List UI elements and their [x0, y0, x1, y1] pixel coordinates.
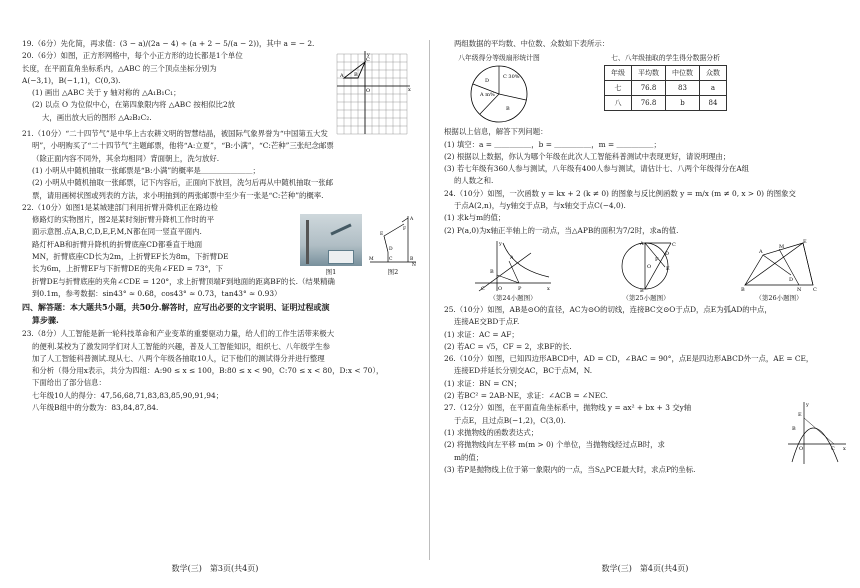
question-20: A B C O x y 20.（6分）如图，正方形网格中，每个小正方形的边长都是1个单位 长度，在平面直角坐标系内，△ABC 的三个顶点坐标分别为 A(−3,1)，B(−1,1)，C(0,3). (1) 画出 △ABC 关于 y 轴对称的 △A₁B₁C₁； (2) 以点 O 为位似中心，在第四象限内将 △ABC 按相似比2放 大，画出放大后的图形 △A₂B₂C₂.	[22, 50, 422, 124]
left-page-footer: 数学(三) 第3页(共4页)	[171, 564, 259, 573]
figure-q24	[473, 239, 553, 293]
figures-q22	[300, 214, 418, 278]
svg-text:D: D	[789, 276, 794, 283]
svg-text:B: B	[640, 287, 644, 293]
q23-subquestions: 根据以上信息，解答下列问题： (1) 填空：a = ＿＿＿＿＿，b = ＿＿＿＿＿，m = ＿＿＿＿＿； (2) 根据以上数据，你认为哪个年级在此次人工智能科普测试中表现更好，请说明理由； (3) 若七年级有360人参与测试，八年级有400人参与测试，请估计七、八两个年级得分在A组 的人数之和.	[444, 127, 750, 186]
svg-text:C: C	[481, 285, 485, 292]
svg-text:P: P	[518, 285, 522, 292]
figure-q27	[786, 400, 848, 466]
figure-2-caption: 图2	[387, 267, 399, 276]
question-22: 图1 A B C D E F M N 图2 22.（10分）如图1是某城建部门利用折臂升降机正在路边检 修路灯的实物图片，图2是某时刻折臂升降机工作时的平 面示意图.点A,B,C,D,E,F,M,N都在同一竖直平面内. 路灯杆AB和折臂升降机的折臂底座CD都垂直于地面 MN，折臂底座CD长为2m，上折臂EF长为8m，下折臂DE 长为6m，上折臂EF与下折臂DE的夹角∠FED = 73°，下 折臂DE与折臂底座的夹角∠CDE = 120°，求上折臂顶端F到地面的距离BF的长.（结果精确 到0.1m，参考数据：sin43° ≈ 0.68，cos43° ≈ 0.73，tan43° ≈ 0.93）	[22, 202, 422, 300]
figure-q26	[739, 239, 819, 293]
pie-label-c: C 30%	[503, 74, 520, 81]
svg-text:C: C	[389, 256, 393, 262]
svg-text:N: N	[412, 262, 416, 266]
svg-text:B: B	[741, 286, 745, 293]
stats-table-title: 七、八年级抽取的学生得分数据分析	[611, 54, 720, 63]
svg-text:A: A	[510, 254, 514, 261]
table-header: 年级	[605, 66, 632, 81]
pie-label-a: A m%	[480, 92, 495, 99]
svg-text:A: A	[640, 240, 644, 247]
svg-text:B: B	[354, 72, 358, 79]
photo-figure-1	[300, 214, 362, 266]
pie-chart	[444, 62, 554, 124]
question-23: 23.（8分）人工智能是新一轮科技革命和产业变革的重要驱动力量，给人们的工作生活带来极大 的便利.某校为了激发同学们对人工智能的兴趣，普及人工智能知识，组织七、八年级学生参 加了人工智能科普测试.现从七、八两个年级各抽取10人，记下他们的测试得分并进行整理 和分析（得分用x表示，共分为四组：A:90 ≤ x ≤ 100，B:80 ≤ x < 90，C:70 ≤ x < 80，D:x < 70）， 下面给出了部分信息： 七年级10人的得分：47,56,68,71,83,83,85,90,91,94； 八年级B组中的分数为：83,84,87,84.	[22, 329, 384, 413]
stats-table-block	[604, 52, 727, 124]
svg-text:E: E	[798, 412, 802, 419]
figure-25-caption: （第25小题图）	[622, 293, 670, 302]
stats-table	[604, 65, 727, 111]
figure-24-caption: （第24小题图）	[489, 293, 537, 302]
pie-label-b: B	[506, 106, 510, 113]
svg-text:O: O	[647, 263, 652, 270]
question-21: 21.（10分）“二十四节气”是中华上古农耕文明的智慧结晶，被国际气象界誉为“中国第五大发 明”，小明购买了“二十四节气”主题邮票，他将“A:立夏”，“B:小满”，“C:芒种”三张纪念邮票 （除正面内容不同外，其余均相同）背面朝上，洗匀放好. (1) 小明从中随机抽取一张邮票是“B:小满”的概率是＿＿＿＿＿＿＿； (2) 小明从中随机抽取一张邮票，记下内容后，正面向下放回，洗匀后再从中随机抽取一张邮 票，请用画树状图或列表的方法，求小明抽到的两张邮票中至少有一张是“C:芒种”的概率.	[22, 129, 334, 200]
svg-text:C: C	[672, 241, 676, 248]
svg-text:x: x	[843, 446, 846, 453]
figures-row-24-26	[444, 239, 848, 302]
figure-26-caption: （第26小题图）	[755, 293, 803, 302]
table-header: 众数	[700, 66, 727, 81]
svg-text:y: y	[499, 240, 502, 247]
q23-continued-intro: 两组数据的平均数、中位数、众数如下表所示：	[454, 39, 610, 48]
svg-text:C: C	[366, 57, 370, 64]
table-header: 中位数	[666, 66, 700, 81]
question-24: 24.（10分）如图，一次函数 y = kx + 2 (k ≠ 0) 的图象与反比例函数 y = m/x (m ≠ 0, x > 0) 的图象交 于点A(2,n)，与y轴交于点B，与x轴交于点C(−4,0). (1) 求k与m的值； (2) P(a,0)为x轴正半轴上的一动点，当△APB的面积为7/2时，求a的值.	[444, 188, 796, 235]
svg-text:F: F	[655, 256, 659, 263]
question-25: 25.（10分）如图，AB是⊙O的直径，AC为⊙O的切线，连接BC交⊙O于点D，点E为弧AD的中点， 连接AE交BD于点F. (1) 求证：AC = AF； (2) 若AC = √5，CF = 2，求BF的长.	[444, 304, 772, 351]
svg-text:B: B	[410, 256, 414, 262]
svg-text:A: A	[759, 248, 763, 255]
svg-text:D: D	[389, 246, 393, 252]
svg-text:D: D	[665, 250, 670, 257]
right-page-footer: 数学(三) 第4页(共4页)	[601, 564, 689, 573]
svg-text:N: N	[797, 286, 802, 293]
pie-chart-block	[444, 52, 554, 124]
table-row: 八 76.8 b 84	[605, 96, 727, 111]
svg-text:M: M	[369, 256, 374, 262]
svg-text:y: y	[367, 52, 370, 59]
svg-text:O: O	[498, 285, 503, 292]
svg-text:A: A	[410, 216, 414, 222]
question-19: 19.（6分）先化简，再求值：(3 − a)/(2a − 4) ÷ (a + 2 − 5/(a − 2))，其中 a = − 2.	[22, 39, 315, 48]
question-27: E B C O x y 27.（12分）如图，在平面直角坐标系中，抛物线 y = ax² + bx + 3 交y轴 于点E，且过点B(−1,2)，C(3,0). (1) 求抛物线的函数表达式； (2) 将抛物线向左平移 m(m > 0) 个单位，当抛物线经过点B时，求 m的值； (3) 若P是抛物线上位于第一象限内的一点，当S△PCE最大时，求点P的坐标.	[444, 402, 848, 476]
svg-text:x: x	[547, 285, 550, 292]
svg-text:C: C	[831, 446, 835, 453]
svg-text:E: E	[666, 265, 670, 272]
svg-text:y: y	[806, 402, 809, 409]
pie-chart-title: 八年级得分等级扇形统计图	[458, 54, 540, 63]
table-row: 七 76.8 83 a	[605, 81, 727, 96]
svg-text:O: O	[366, 88, 371, 95]
pie-label-d: D	[485, 78, 490, 85]
right-page	[430, 0, 860, 588]
figure-1-caption: 图1	[325, 267, 337, 276]
figure-q25	[611, 239, 681, 293]
diagram-figure-2	[368, 214, 418, 266]
q23-figures	[444, 52, 848, 124]
svg-text:C: C	[813, 286, 817, 293]
svg-text:M: M	[779, 243, 785, 250]
svg-text:E: E	[803, 238, 807, 245]
svg-text:O: O	[799, 446, 804, 453]
table-header: 平均数	[632, 66, 666, 81]
grid-figure-q20	[332, 50, 412, 138]
question-26: 26.（10分）如图，已知四边形ABCD中，AD = CD，∠BAC = 90°，点E是四边形ABCD外一点，AE = CE， 连接ED并延长分别交AC，BC于点M，N. (1) 求证：BN = CN； (2) 若BC² = 2AB·NE，求证：∠ACB = ∠NEC.	[444, 354, 814, 401]
svg-text:x: x	[408, 87, 411, 94]
svg-text:E: E	[380, 231, 384, 237]
svg-text:B: B	[490, 268, 494, 275]
svg-text:F: F	[403, 226, 407, 232]
svg-text:A: A	[340, 73, 344, 80]
section-4-heading: 四、解答题：本大题共5小题，共50分.解答时，应写出必要的文字说明、证明过程或演 算步骤.	[22, 302, 330, 326]
svg-text:B: B	[792, 426, 796, 433]
